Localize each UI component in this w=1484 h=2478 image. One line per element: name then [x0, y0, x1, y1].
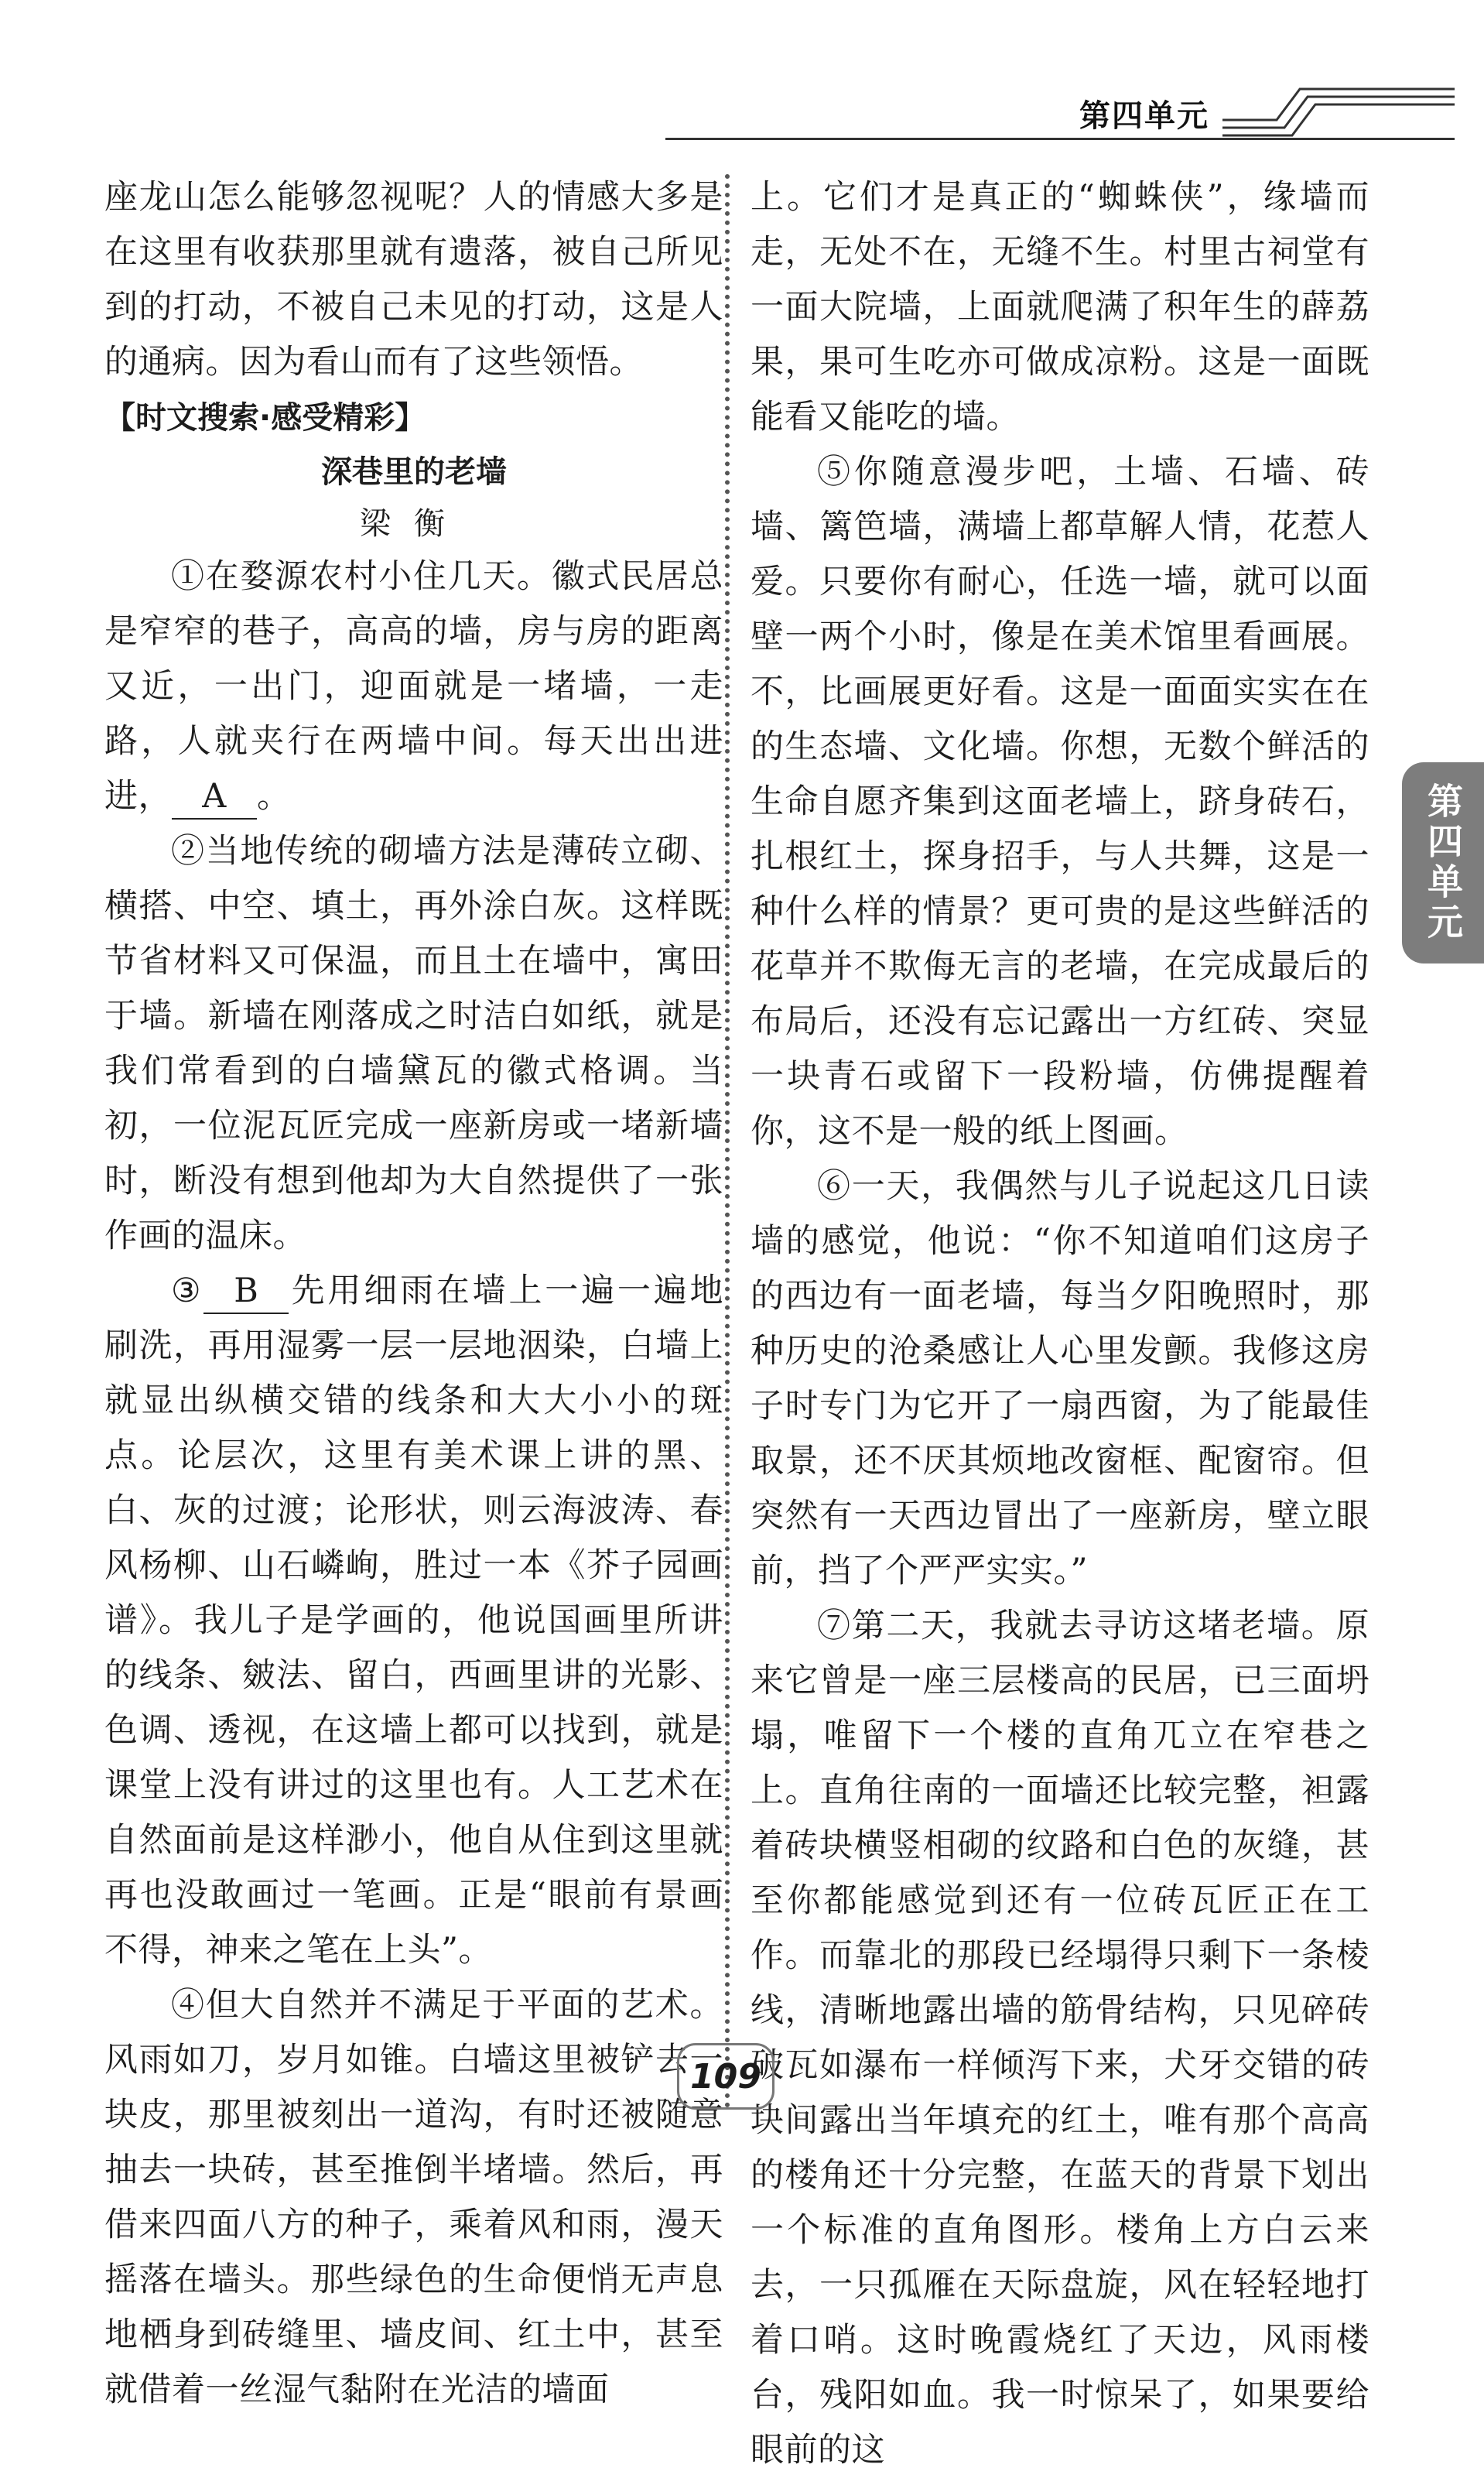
blank-b: B	[203, 1269, 289, 1314]
paragraph-4-continued: 上。它们才是真正的“蜘蛛侠”，缘墙而走，无处不在，无缝不生。村里古祠堂有一面大院墙，上面就爬满了积年生的薜荔果，果可生吃亦可做成凉粉。这是一面既能看又能吃的墙。	[751, 178, 1369, 436]
paragraph-3	[104, 1264, 723, 1978]
header-decoration-icon	[1222, 74, 1455, 143]
paragraph-7: ⑦第二天，我就去寻访这堵老墙。原来它曾是一座三层楼高的民居，已三面坍塌，唯留下一个楼的直角兀立在窄巷之上。直角往南的一面墙还比较完整，袒露着砖块横竖相砌的纹路和白色的灰缝，甚至你都能感觉到还有一位砖瓦匠正在工作。而靠北的那段已经塌得只剩下一条棱线，清晰地露出墙的筋骨结构，只见碎砖破瓦如瀑布一样倾泻下来，犬牙交错的砖块间露出当年填充的红土，唯有那个高高的楼角还十分完整，在蓝天的背景下划出一个标准的直角图形。楼角上方白云来去，一只孤雁在天际盘旋，风在轻轻地打着口哨。这时晚霞烧红了天边，风雨楼台，残阳如血。我一时惊呆了，如果要给眼前的这	[751, 1607, 1369, 2469]
unit-title: 第四单元	[1079, 98, 1209, 134]
page-number: 109	[677, 2043, 774, 2110]
left-column	[104, 170, 723, 2418]
paragraph-3-text: 先用细雨在墙上一遍一遍地刷洗，再用湿雾一层一层地洇染，白墙上就显出纵横交错的线条和大大小小的斑点。论层次，这里有美术课上讲的黑、白、灰的过渡；论形状，则云海波涛、春风杨柳、山石嶙峋，胜过一本《芥子园画谱》。我儿子是学画的，他说国画里所讲的线条、皴法、留白，西画里讲的光影、色调、透视，在这墙上都可以找到，就是课堂上没有讲过的这里也有。人工艺术在自然面前是这样渺小，他自从住到这里就再也没敢画过一笔画。正是“眼前有景画不得，神来之笔在上头”。	[104, 1272, 723, 1970]
paragraph-2: ②当地传统的砌墙方法是薄砖立砌、横搭、中空、填土，再外涂白灰。这样既节省材料又可保温，而且土在墙中，寓田于墙。新墙在刚落成之时洁白如纸，就是我们常看到的白墙黛瓦的徽式格调。当初，一位泥瓦匠完成一座新房或一堵新墙时，断没有想到他却为大自然提供了一张作画的温床。	[104, 832, 723, 1255]
paragraph-1-text: ①在婺源农村小住几天。徽式民居总是窄窄的巷子，高高的墙，房与房的距离又近，一出门，迎面就是一堵墙，一走路，人就夹行在两墙中间。每天出出进进，	[104, 557, 723, 816]
intro-paragraph: 座龙山怎么能够忽视呢？人的情感大多是在这里有收获那里就有遗落，被自己所见到的打动，不被自己未见的打动，这是人的通病。因为看山而有了这些领悟。	[104, 178, 723, 382]
paragraph-6: ⑥一天，我偶然与儿子说起这几日读墙的感觉，他说：“你不知道咱们这房子的西边有一面老墙，每当夕阳晚照时，那种历史的沧桑感让人心里发颤。我修这房子时专门为它开了一扇西窗，为了能最佳取景，还不厌其烦地改窗框、配窗帘。但突然有一天西边冒出了一座新房，壁立眼前，挡了个严严实实。”	[751, 1167, 1369, 1590]
paragraph-1	[104, 549, 723, 824]
blank-a: A	[172, 775, 257, 820]
paragraph-3-number: ③	[171, 1272, 204, 1310]
right-column	[751, 170, 1369, 2478]
side-unit-tab-label: 第四单元	[1422, 782, 1464, 943]
paragraph-4: ④但大自然并不满足于平面的艺术。风雨如刀，岁月如锥。白墙这里被铲去一块皮，那里被刻出一道沟，有时还被随意抽去一块砖，甚至推倒半堵墙。然后，再借来四面八方的种子，乘着风和雨，漫天摇落在墙头。那些绿色的生命便悄无声息地栖身到砖缝里、墙皮间、红土中，甚至就借着一丝湿气黏附在光洁的墙面	[104, 1986, 723, 2409]
section-tag: 【时文搜索·感受精彩】	[104, 400, 426, 436]
paragraph-5: ⑤你随意漫步吧，土墙、石墙、砖墙、篱笆墙，满墙上都草解人情，花惹人爱。只要你有耐心，任选一墙，就可以面壁一两个小时，像是在美术馆里看画展。不，比画展更好看。这是一面面实实在在的生态墙、文化墙。你想，无数个鲜活的生命自愿齐集到这面老墙上，跻身砖石，扎根红土，探身招手，与人共舞，这是一种什么样的情景？更可贵的是这些鲜活的花草并不欺侮无言的老墙，在完成最后的布局后，还没有忘记露出一方红砖、突显一块青石或留下一段粉墙，仿佛提醒着你，这不是一般的纸上图画。	[751, 453, 1369, 1151]
paragraph-1-end: 。	[257, 777, 291, 816]
column-divider	[725, 174, 730, 2109]
article-author: 梁衡	[360, 506, 468, 542]
article-title: 深巷里的老墙	[321, 454, 507, 490]
side-unit-tab	[1402, 762, 1484, 963]
